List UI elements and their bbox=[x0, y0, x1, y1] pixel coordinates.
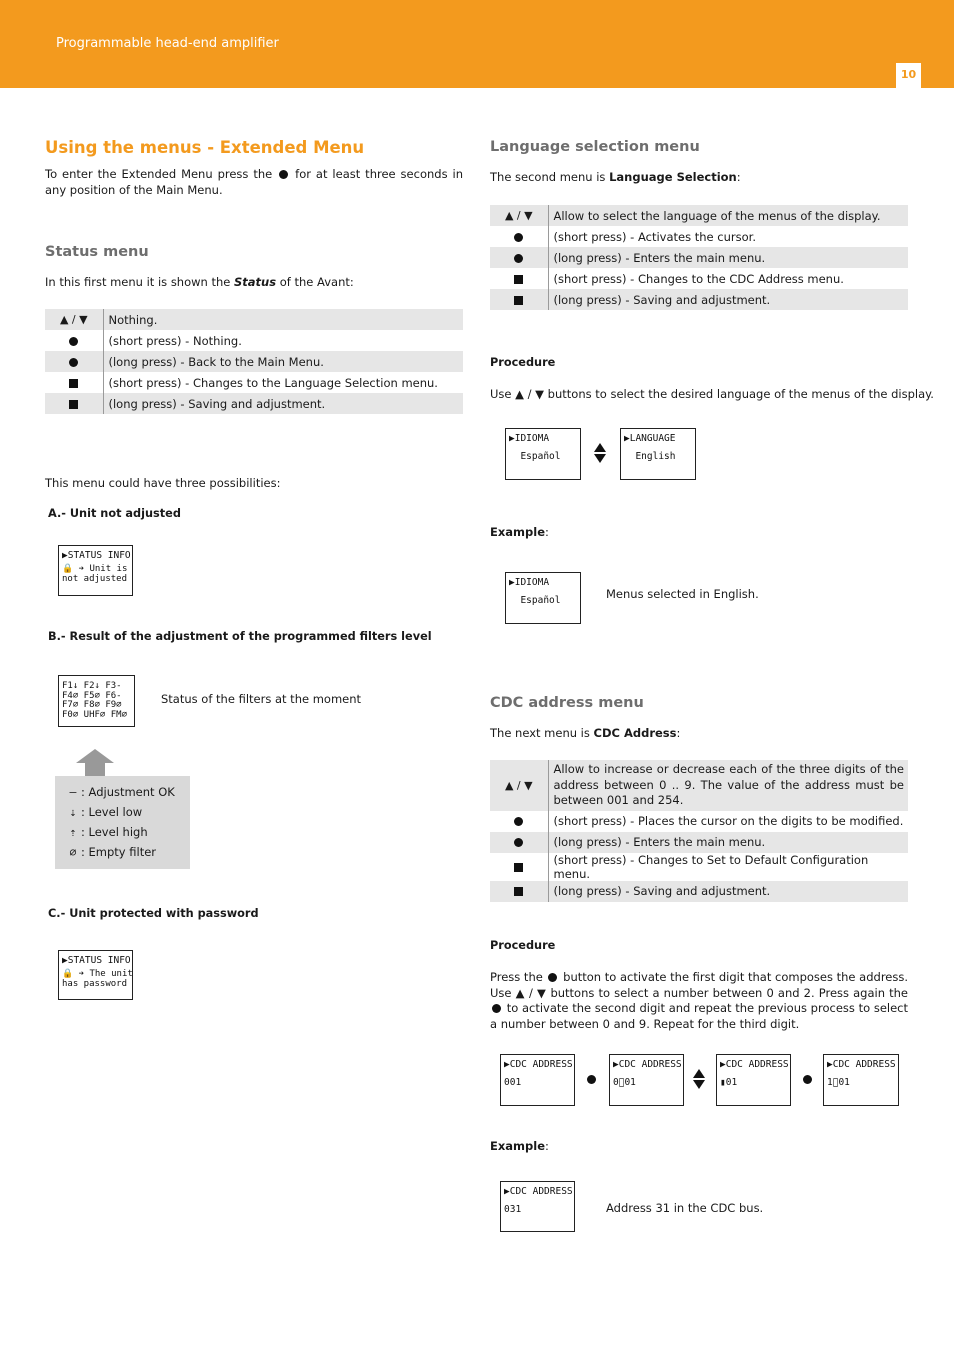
lcd-line: ▶CDC ADDRESS bbox=[504, 1186, 573, 1197]
key-updown: ▲ / ▼ bbox=[490, 760, 548, 811]
level-ok-icon: – bbox=[69, 785, 77, 799]
example-colon: : bbox=[545, 525, 549, 539]
table-row bbox=[490, 205, 908, 226]
proc-text: Press the bbox=[490, 970, 543, 984]
table-row bbox=[490, 289, 908, 310]
row-description: (long press) - Saving and adjustment. bbox=[548, 881, 908, 902]
up-down-arrows-icon bbox=[593, 443, 607, 463]
lcd-cdc-step-2 bbox=[609, 1054, 684, 1106]
example-label bbox=[490, 525, 549, 539]
dot-button-icon bbox=[69, 337, 78, 346]
lcd-line: ▶CDC ADDRESS bbox=[827, 1059, 896, 1070]
lcd-cdc-example bbox=[500, 1181, 575, 1232]
case-b-label: B.- Result of the adjustment of the programmed filters level bbox=[48, 630, 432, 643]
lcd-line: ▶LANGUAGE bbox=[624, 433, 676, 444]
language-example-caption: Menus selected in English. bbox=[606, 587, 759, 601]
row-description: (short press) - Changes to the CDC Address menu. bbox=[553, 271, 844, 286]
table-row bbox=[490, 811, 908, 832]
table-row bbox=[45, 351, 463, 372]
intro-text-after: for at least three seconds in any position of the Main Menu. bbox=[45, 167, 463, 197]
key-cell bbox=[490, 289, 548, 310]
row-description: (long press) - Back to the Main Menu. bbox=[103, 351, 463, 372]
language-intro-before: The second menu is bbox=[490, 170, 606, 184]
table-row bbox=[490, 853, 908, 881]
lcd-line: ▶IDIOMA bbox=[509, 433, 550, 444]
lcd-filter-status: F1↓ F2↓ F3- F4⌀ F5⌀ F6- F7⌀ F8⌀ F9⌀ F0⌀ UHF⌀ FM⌀ bbox=[58, 675, 135, 727]
square-button-icon bbox=[514, 887, 523, 896]
lcd-idioma-example bbox=[505, 572, 581, 624]
lcd-line: ▶CDC ADDRESS bbox=[613, 1059, 682, 1070]
lcd-line: 🔒 ➔ The unit has password bbox=[62, 969, 133, 989]
row-description: (short press) - Activates the cursor. bbox=[553, 229, 756, 244]
lcd-idioma bbox=[505, 428, 581, 480]
lcd-line: ▮01 bbox=[720, 1077, 738, 1088]
example-label bbox=[490, 1139, 549, 1153]
cdc-intro-before: The next menu is bbox=[490, 726, 590, 740]
legend-text: : Empty filter bbox=[81, 845, 157, 859]
case-c-label: C.- Unit protected with password bbox=[48, 907, 259, 920]
table-row bbox=[490, 247, 908, 268]
lcd-line: ▶STATUS INFO bbox=[62, 955, 131, 966]
key-cell bbox=[490, 832, 548, 853]
lcd-status-not-adjusted bbox=[58, 545, 133, 596]
status-intro-bold: Status bbox=[234, 275, 277, 289]
legend-item bbox=[65, 782, 190, 802]
language-intro bbox=[490, 170, 741, 184]
page-header bbox=[0, 0, 954, 88]
key-cell bbox=[45, 351, 103, 372]
key-cell bbox=[45, 372, 103, 393]
legend-item bbox=[65, 802, 190, 822]
page-number: 10 bbox=[896, 63, 921, 88]
level-low-icon: ⇣ bbox=[69, 805, 77, 819]
language-intro-after: : bbox=[736, 170, 741, 184]
procedure-label: Procedure bbox=[490, 939, 556, 952]
legend-item bbox=[65, 822, 190, 842]
example-label-text: Example bbox=[490, 1139, 545, 1153]
key-cell bbox=[490, 881, 548, 902]
section-title: Using the menus - Extended Menu bbox=[45, 138, 365, 157]
language-menu-title: Language selection menu bbox=[490, 139, 700, 155]
row-description: (long press) - Enters the main menu. bbox=[548, 247, 908, 268]
dot-button-icon bbox=[514, 838, 523, 847]
row-description: Allow to increase or decrease each of the three digits of the address between 0 .. 9. The value of the address must be between 001 and 254. bbox=[548, 760, 908, 811]
lcd-status-password bbox=[58, 950, 133, 1000]
example-colon: : bbox=[545, 1139, 549, 1153]
key-cell bbox=[490, 247, 548, 268]
key-updown: ▲ / ▼ bbox=[490, 205, 548, 226]
cdc-intro-after: : bbox=[676, 726, 681, 740]
lcd-line: 1⃞01 bbox=[827, 1077, 850, 1088]
lcd-line: 🔒 ➔ Unit is not adjusted bbox=[62, 564, 128, 584]
cdc-intro-bold: CDC Address bbox=[593, 726, 677, 740]
status-menu-title: Status menu bbox=[45, 244, 149, 260]
dot-button-icon bbox=[803, 1075, 812, 1084]
lcd-line: ▶STATUS INFO bbox=[62, 550, 131, 561]
lcd-line: English bbox=[624, 451, 676, 462]
lcd-line: 0⃞01 bbox=[613, 1077, 636, 1088]
status-menu-table bbox=[45, 309, 463, 414]
key-cell bbox=[490, 853, 548, 881]
cdc-intro bbox=[490, 726, 680, 740]
language-menu-table bbox=[490, 205, 908, 310]
table-row bbox=[490, 760, 908, 811]
cdc-example-caption: Address 31 in the CDC bus. bbox=[606, 1201, 764, 1215]
language-procedure: Use ▲ / ▼ buttons to select the desired language of the menus of the display. bbox=[490, 387, 934, 401]
cdc-procedure: Press the button to activate the first digit that composes the address. Use ▲ / ▼ buttons to select a number between 0 and 2. Press again the to activate the second digit and repeat the previous process to select a number between 0 and 9. Repeat for the third digit. bbox=[490, 970, 909, 1031]
dot-button-icon bbox=[548, 973, 557, 982]
table-row bbox=[490, 226, 908, 247]
lcd-line: ▶CDC ADDRESS bbox=[720, 1059, 789, 1070]
lcd-language bbox=[620, 428, 696, 480]
language-intro-bold: Language Selection bbox=[609, 170, 737, 184]
lcd-line: Español bbox=[509, 595, 561, 606]
legend-text: : Level low bbox=[81, 805, 143, 819]
status-intro-after: of the Avant: bbox=[279, 275, 354, 289]
row-description: Allow to select the language of the menus of the display. bbox=[548, 205, 908, 226]
intro-paragraph bbox=[45, 167, 463, 198]
table-row bbox=[45, 330, 463, 351]
square-button-icon bbox=[514, 296, 523, 305]
dot-button-icon bbox=[514, 254, 523, 263]
intro-text-before: To enter the Extended Menu press the bbox=[45, 167, 273, 181]
lcd-cdc-step-3 bbox=[716, 1054, 791, 1106]
row-description: (long press) - Enters the main menu. bbox=[548, 832, 908, 853]
key-updown: ▲ / ▼ bbox=[45, 309, 103, 330]
square-button-icon bbox=[69, 379, 78, 388]
status-intro bbox=[45, 275, 354, 289]
key-cell bbox=[490, 226, 548, 247]
lcd-line: 001 bbox=[504, 1077, 522, 1088]
lcd-cdc-step-4 bbox=[823, 1054, 899, 1106]
lcd-cdc-step-1 bbox=[500, 1054, 575, 1106]
case-a-label: A.- Unit not adjusted bbox=[48, 507, 181, 520]
dot-button-icon bbox=[587, 1075, 596, 1084]
row-description: (short press) - Nothing. bbox=[108, 333, 242, 348]
row-description: Nothing. bbox=[103, 309, 463, 330]
dot-button-icon bbox=[514, 817, 523, 826]
row-description: (short press) - Places the cursor on the digits to be modified. bbox=[553, 814, 904, 828]
lcd-line: 031 bbox=[504, 1204, 522, 1215]
key-cell bbox=[490, 811, 548, 832]
dot-button-icon bbox=[492, 1004, 501, 1013]
level-high-icon: ⇡ bbox=[69, 825, 77, 839]
proc-text: Use bbox=[490, 387, 512, 401]
lcd-line: ▶IDIOMA bbox=[509, 577, 550, 588]
filter-legend bbox=[55, 776, 190, 869]
key-cell bbox=[45, 393, 103, 414]
square-button-icon bbox=[514, 863, 523, 872]
row-description: (short press) - Changes to the Language Selection menu. bbox=[108, 375, 438, 390]
empty-filter-icon: ⌀ bbox=[69, 845, 77, 859]
procedure-label: Procedure bbox=[490, 356, 556, 369]
possibilities-text: This menu could have three possibilities: bbox=[45, 476, 281, 490]
table-row bbox=[45, 393, 463, 414]
example-label-text: Example bbox=[490, 525, 545, 539]
table-row bbox=[490, 881, 908, 902]
square-button-icon bbox=[69, 400, 78, 409]
lcd-line: ▶CDC ADDRESS bbox=[504, 1059, 573, 1070]
status-intro-before: In this first menu it is shown the bbox=[45, 275, 231, 289]
proc-text: buttons to select the desired language of the menus of the display. bbox=[547, 387, 934, 401]
cdc-menu-table bbox=[490, 760, 908, 902]
table-row bbox=[490, 268, 908, 289]
row-description: (long press) - Saving and adjustment. bbox=[548, 289, 908, 310]
table-row bbox=[45, 372, 463, 393]
row-description: (long press) - Saving and adjustment. bbox=[103, 393, 463, 414]
key-cell bbox=[490, 268, 548, 289]
lcd-line: Español bbox=[509, 451, 561, 462]
square-button-icon bbox=[514, 275, 523, 284]
dot-button-icon bbox=[279, 170, 288, 179]
arrow-up-icon bbox=[76, 749, 114, 763]
dot-button-icon bbox=[514, 233, 523, 242]
document-title: Programmable head-end amplifier bbox=[56, 36, 279, 51]
proc-text: to activate the second digit and repeat the previous process to select a number between 0 and 9. Repeat for the third digit. bbox=[490, 1001, 909, 1031]
key-cell bbox=[45, 330, 103, 351]
dot-button-icon bbox=[69, 358, 78, 367]
legend-text: : Adjustment OK bbox=[81, 785, 175, 799]
table-row bbox=[45, 309, 463, 330]
table-row bbox=[490, 832, 908, 853]
proc-text: buttons to select a number between 0 and 2. Press again the bbox=[550, 985, 908, 1000]
row-description: (short press) - Changes to Set to Default Configuration menu. bbox=[553, 852, 869, 881]
cdc-menu-title: CDC address menu bbox=[490, 695, 644, 711]
arrow-stem bbox=[85, 762, 105, 776]
legend-text: : Level high bbox=[81, 825, 148, 839]
up-down-arrows-icon bbox=[692, 1069, 706, 1089]
legend-item bbox=[65, 842, 190, 862]
filter-status-caption: Status of the filters at the moment bbox=[161, 692, 362, 706]
proc-text: button to activate the first digit that composes the address. Use bbox=[490, 970, 909, 1000]
